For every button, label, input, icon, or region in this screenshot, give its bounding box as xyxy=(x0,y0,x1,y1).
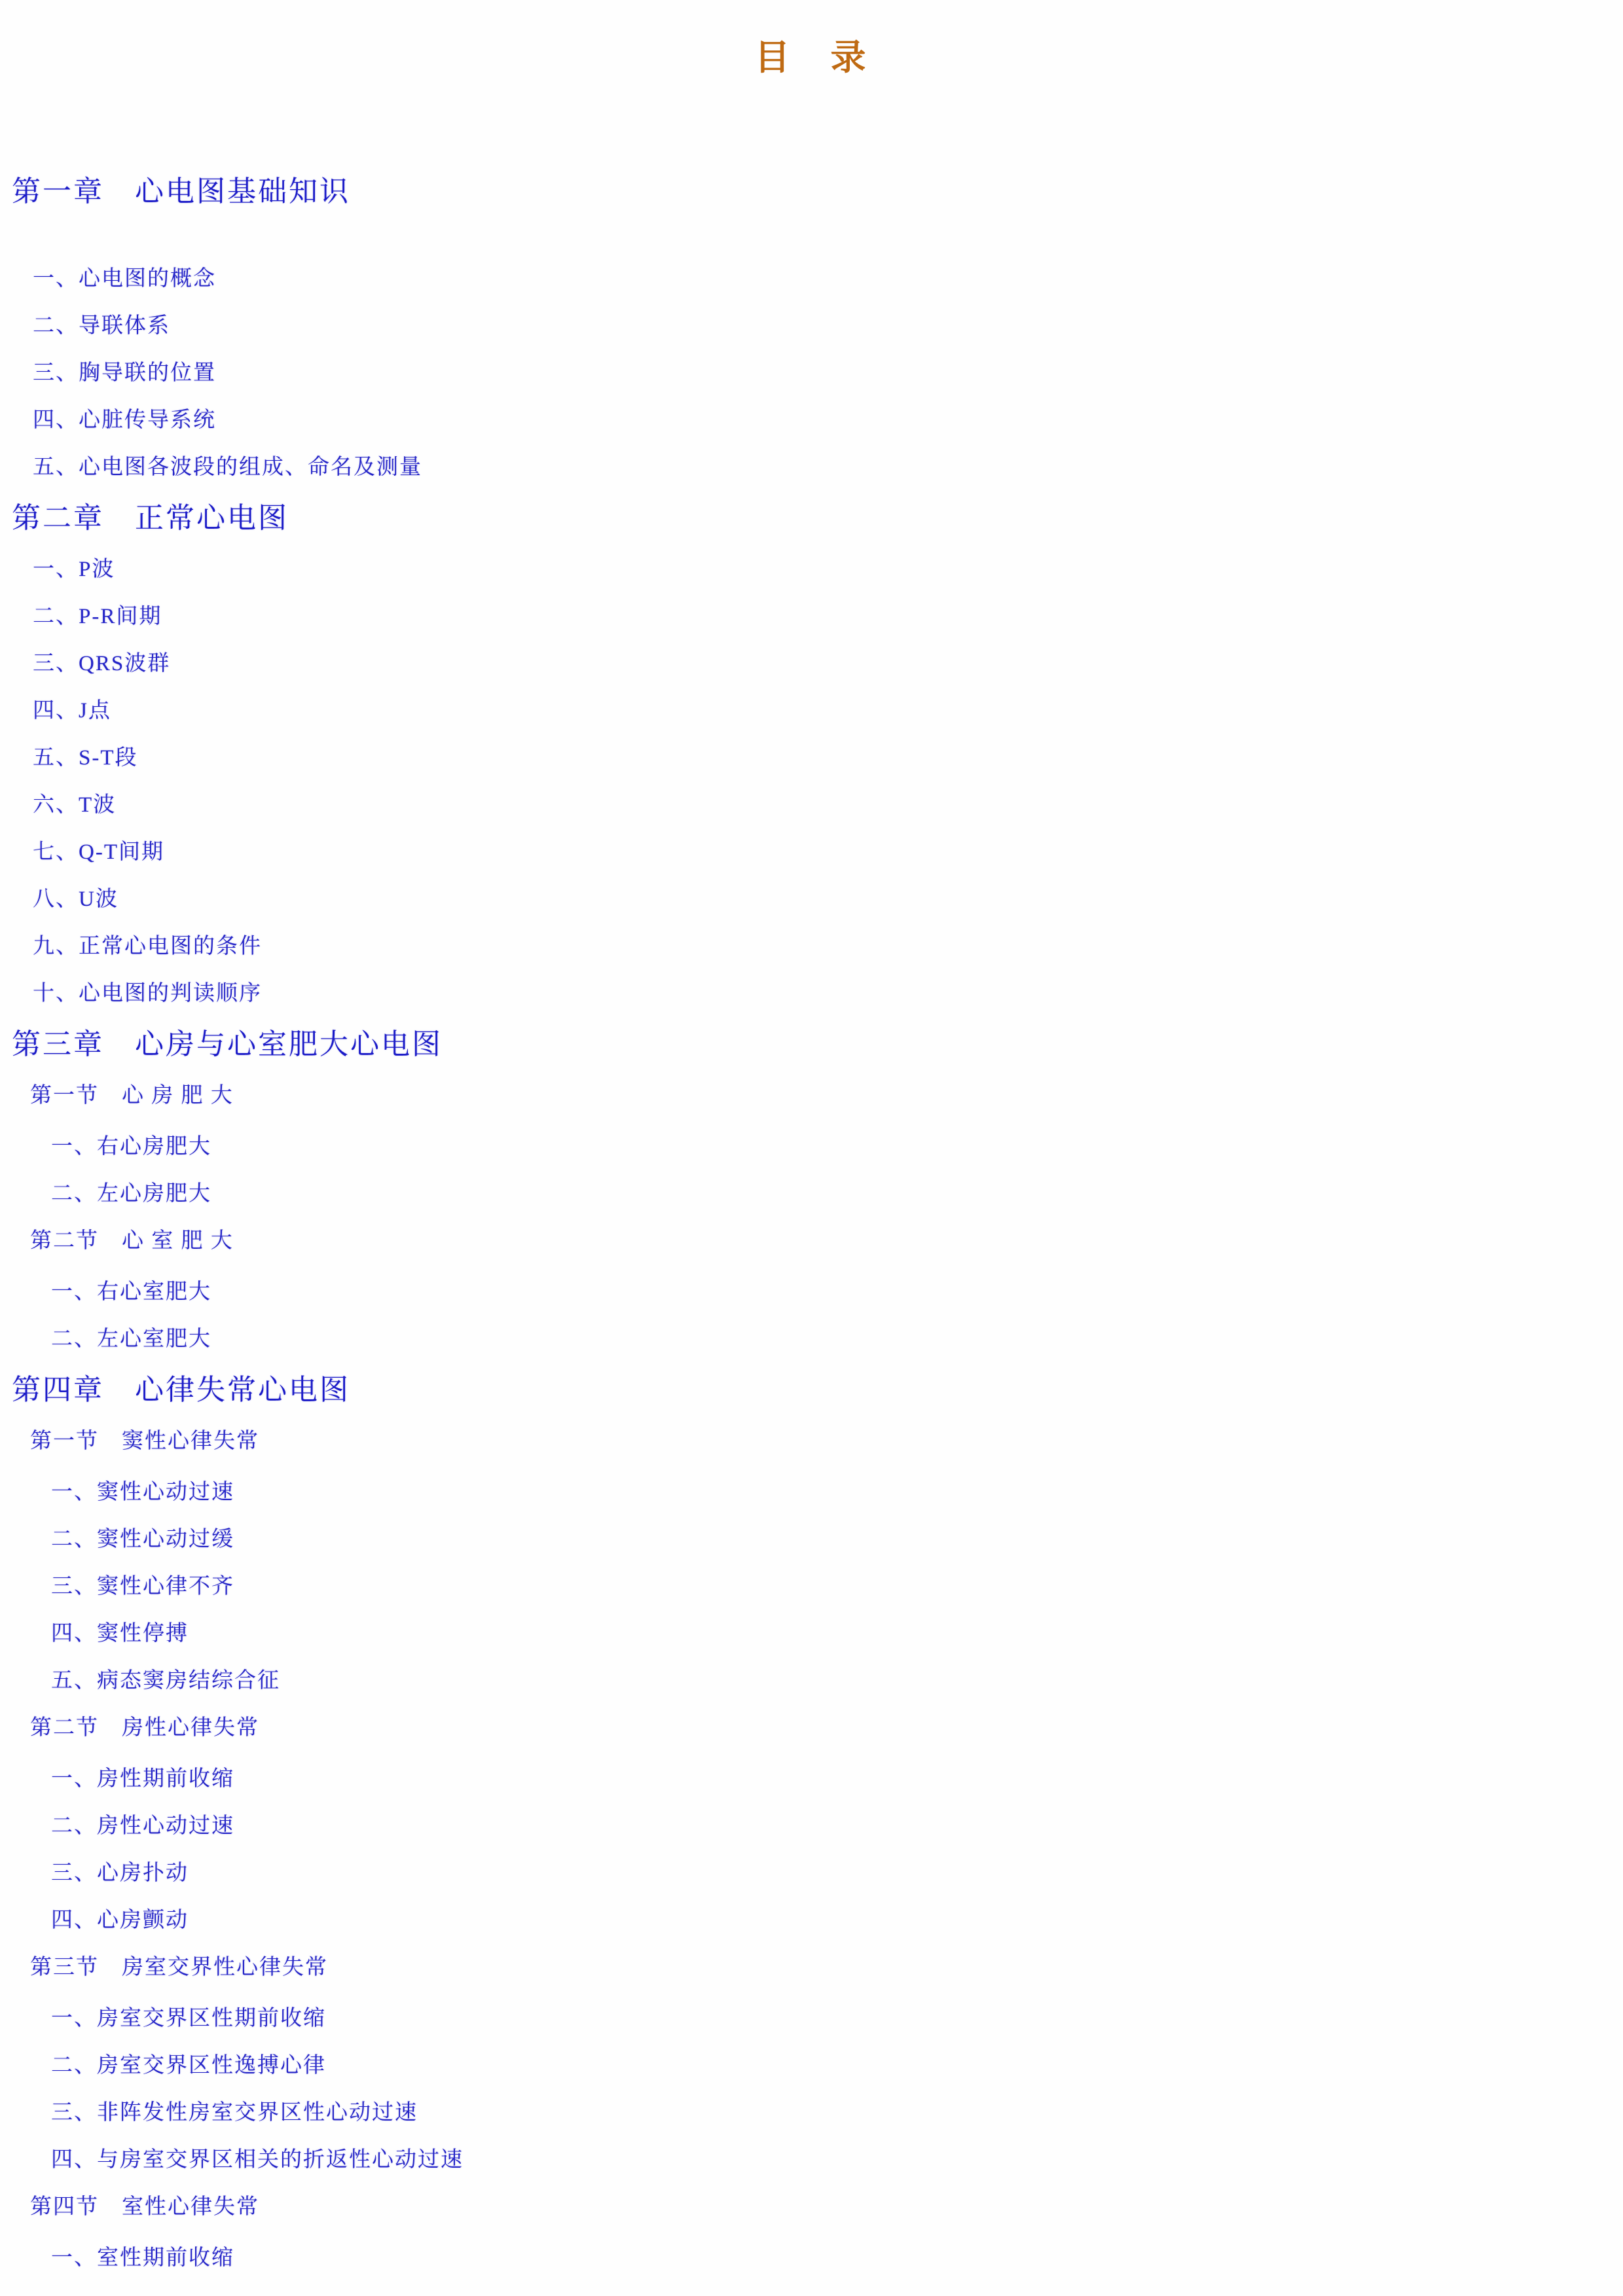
toc-entry-subitem: 一、右心房肥大 xyxy=(51,1135,211,1158)
toc-entry-subitem: 二、左心室肥大 xyxy=(51,1327,211,1351)
toc-entry-chapter: 第二章 正常心电图 xyxy=(12,502,289,534)
toc-entry-subitem: 三、心房扑动 xyxy=(51,1861,189,1885)
toc-entry-subitem: 一、右心室肥大 xyxy=(51,1280,211,1304)
toc-entry-item: 九、正常心电图的条件 xyxy=(33,935,262,958)
toc-entry-subitem: 一、窦性心动过速 xyxy=(51,1480,234,1504)
toc-entry-item: 一、P波 xyxy=(33,558,115,581)
toc-entry-item: 二、导联体系 xyxy=(33,314,170,338)
toc-list xyxy=(0,173,1623,2272)
toc-entry-item: 八、U波 xyxy=(33,888,119,911)
toc-entry-section: 第一节 心 房 肥 大 xyxy=(30,1084,234,1107)
toc-entry-item: 一、心电图的概念 xyxy=(33,267,216,291)
toc-entry-item: 二、P-R间期 xyxy=(33,605,162,628)
page-title: 目 录 xyxy=(754,38,869,77)
toc-entry-subitem: 二、房室交界区性逸搏心律 xyxy=(51,2054,326,2077)
toc-entry-section: 第二节 心 室 肥 大 xyxy=(30,1229,234,1253)
toc-entry-subitem: 二、左心房肥大 xyxy=(51,1182,211,1206)
toc-entry-subitem: 四、窦性停搏 xyxy=(51,1622,189,1645)
toc-entry-subitem: 五、病态窦房结综合征 xyxy=(51,1669,280,1693)
toc-entry-item: 五、S-T段 xyxy=(33,746,138,770)
toc-entry-section: 第一节 窦性心律失常 xyxy=(30,1429,259,1453)
toc-entry-subitem: 一、房性期前收缩 xyxy=(51,1767,234,1791)
toc-entry-section: 第二节 房性心律失常 xyxy=(30,1716,259,1740)
toc-entry-chapter: 第四章 心律失常心电图 xyxy=(12,1374,350,1406)
toc-entry-item: 七、Q-T间期 xyxy=(33,840,164,864)
toc-entry-subitem: 三、窦性心律不齐 xyxy=(51,1575,234,1598)
toc-entry-section: 第四节 室性心律失常 xyxy=(30,2195,259,2219)
toc-entry-subitem: 一、房室交界区性期前收缩 xyxy=(51,2007,326,2030)
toc-entry-item: 三、QRS波群 xyxy=(33,652,171,675)
toc-entry-subitem: 二、窦性心动过缓 xyxy=(51,1528,234,1551)
toc-entry-subitem: 四、与房室交界区相关的折返性心动过速 xyxy=(51,2148,464,2172)
toc-entry-item: 三、胸导联的位置 xyxy=(33,361,216,385)
toc-entry-item: 四、心脏传导系统 xyxy=(33,408,216,432)
toc-entry-item: 四、J点 xyxy=(33,699,111,723)
toc-entry-subitem: 一、室性期前收缩 xyxy=(51,2246,234,2270)
toc-entry-subitem: 三、非阵发性房室交界区性心动过速 xyxy=(51,2101,418,2125)
toc-entry-subitem: 四、心房颤动 xyxy=(51,1909,189,1932)
toc-entry-section: 第三节 房室交界性心律失常 xyxy=(30,1956,328,1979)
toc-entry-item: 十、心电图的判读顺序 xyxy=(33,982,262,1005)
toc-entry-chapter: 第一章 心电图基础知识 xyxy=(12,175,350,207)
toc-entry-item: 五、心电图各波段的组成、命名及测量 xyxy=(33,456,422,479)
toc-entry-subitem: 二、房性心动过速 xyxy=(51,1814,234,1838)
toc-entry-chapter: 第三章 心房与心室肥大心电图 xyxy=(12,1028,443,1060)
toc-entry-item: 六、T波 xyxy=(33,793,117,817)
